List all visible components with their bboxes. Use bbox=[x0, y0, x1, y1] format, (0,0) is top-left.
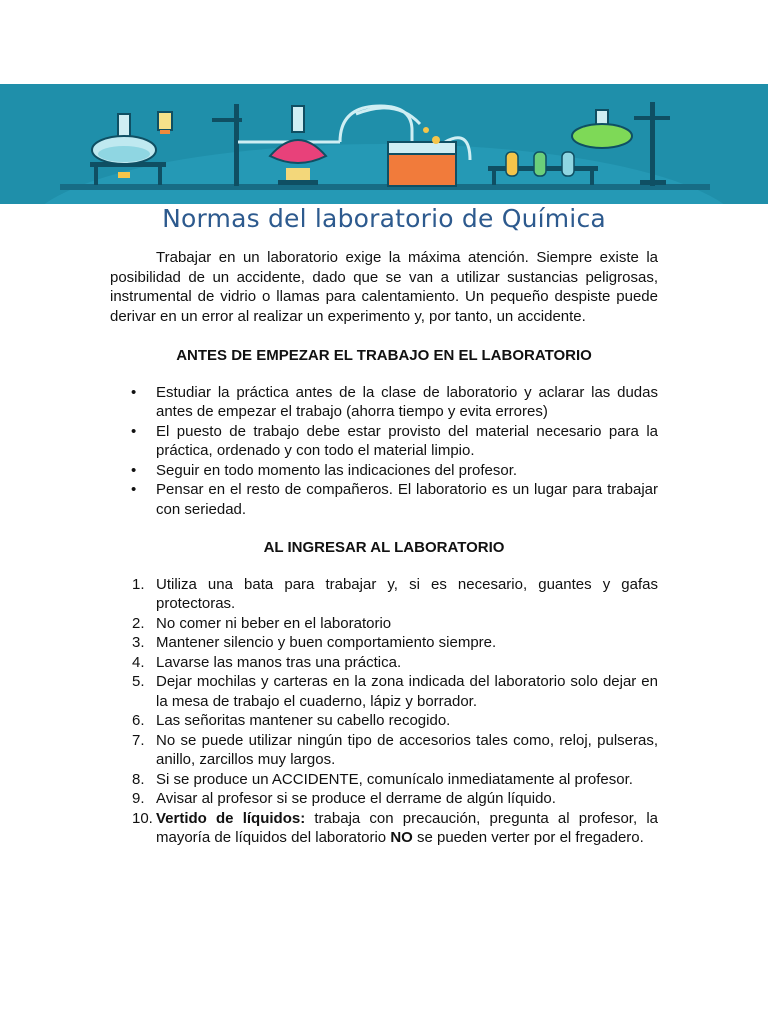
list-item-text: Utiliza una bata para trabajar y, si es necesario, guantes y gafas protectoras. bbox=[156, 575, 658, 612]
section-heading-before: ANTES DE EMPEZAR EL TRABAJO EN EL LABORATORIO bbox=[176, 347, 592, 364]
list-item-text: Seguir en todo momento las indicaciones del profesor. bbox=[156, 461, 518, 479]
lab-equipment-banner bbox=[0, 84, 768, 204]
list-item bbox=[110, 633, 658, 653]
bullet-icon: • bbox=[131, 481, 137, 498]
lab-illustration bbox=[0, 84, 768, 204]
list-item-text: Estudiar la práctica antes de la clase de laboratorio y aclarar las dudas antes de empezar el trabajo (ahorra tiempo y evita errores) bbox=[156, 383, 658, 420]
item-number: 9. bbox=[132, 790, 145, 807]
list-item bbox=[110, 422, 658, 461]
item-number: 6. bbox=[132, 712, 145, 729]
list-item bbox=[110, 480, 658, 519]
list-item-text: Las señoritas mantener su cabello recogido. bbox=[156, 712, 451, 729]
bold-lead-text: Vertido de líquidos: bbox=[156, 809, 306, 827]
list-item-text: No se puede utilizar ningún tipo de accesorios tales como, reloj, pulseras, anillo, zarcillos muy largos. bbox=[156, 731, 658, 768]
list-item-text: se pueden verter por el fregadero. bbox=[412, 829, 644, 846]
list-item bbox=[110, 614, 658, 634]
list-item bbox=[110, 575, 658, 614]
list-item bbox=[110, 711, 658, 731]
list-item bbox=[110, 770, 658, 790]
list-item-text: Dejar mochilas y carteras en la zona indicada del laboratorio solo dejar en la mesa de trabajo el cuaderno, lápiz y borrador. bbox=[156, 673, 658, 710]
item-number: 7. bbox=[132, 731, 145, 749]
list-item-text: Avisar al profesor si se produce el derrame de algún líquido. bbox=[156, 790, 556, 807]
list-item bbox=[110, 461, 658, 481]
list-item bbox=[110, 789, 658, 809]
list-item bbox=[110, 383, 658, 422]
page-title: Normas del laboratorio de Química bbox=[162, 204, 606, 233]
bold-no-text: NO bbox=[390, 829, 413, 846]
bullet-icon: • bbox=[131, 422, 137, 440]
item-number: 1. bbox=[132, 575, 145, 593]
bullet-icon: • bbox=[131, 383, 137, 401]
list-item bbox=[110, 672, 658, 711]
item-number: 4. bbox=[132, 653, 145, 671]
list-item bbox=[110, 809, 658, 848]
list-item-text: Mantener silencio y buen comportamiento siempre. bbox=[156, 634, 497, 651]
list-item bbox=[110, 731, 658, 770]
entering-numbered-list bbox=[110, 575, 658, 848]
list-item-text: Pensar en el resto de compañeros. El laboratorio es un lugar para trabajar con seriedad. bbox=[156, 481, 658, 518]
item-number: 2. bbox=[132, 614, 145, 632]
list-item-text: El puesto de trabajo debe estar provisto del material necesario para la práctica, ordenado y con todo el material limpio. bbox=[156, 422, 658, 459]
list-item-text: trabaja con precaución, pregunta al profesor, la mayoría de líquidos del laboratorio bbox=[156, 809, 658, 846]
item-number: 10. bbox=[132, 809, 153, 827]
intro-paragraph: Trabajar en un laboratorio exige la máxima atención. Siempre existe la posibilidad de un accidente, dado que se van a utilizar sustancias peligrosas, instrumental de vidrio o llamas para calentamiento. Un pequeño despiste puede derivar en un error al realizar un experimento y, por tanto, un accidente. bbox=[110, 249, 658, 325]
item-number: 3. bbox=[132, 634, 145, 651]
list-item bbox=[110, 653, 658, 673]
item-number: 5. bbox=[132, 673, 145, 690]
list-item-text: Si se produce un ACCIDENTE, comunícalo inmediatamente al profesor. bbox=[156, 770, 633, 788]
before-bullet-list bbox=[110, 383, 658, 520]
list-item-text: Lavarse las manos tras una práctica. bbox=[156, 653, 402, 671]
bullet-icon: • bbox=[131, 461, 137, 479]
item-number: 8. bbox=[132, 770, 145, 788]
document-body bbox=[110, 248, 658, 848]
section-heading-entering: AL INGRESAR AL LABORATORIO bbox=[263, 539, 505, 556]
list-item-text: No comer ni beber en el laboratorio bbox=[156, 614, 392, 632]
